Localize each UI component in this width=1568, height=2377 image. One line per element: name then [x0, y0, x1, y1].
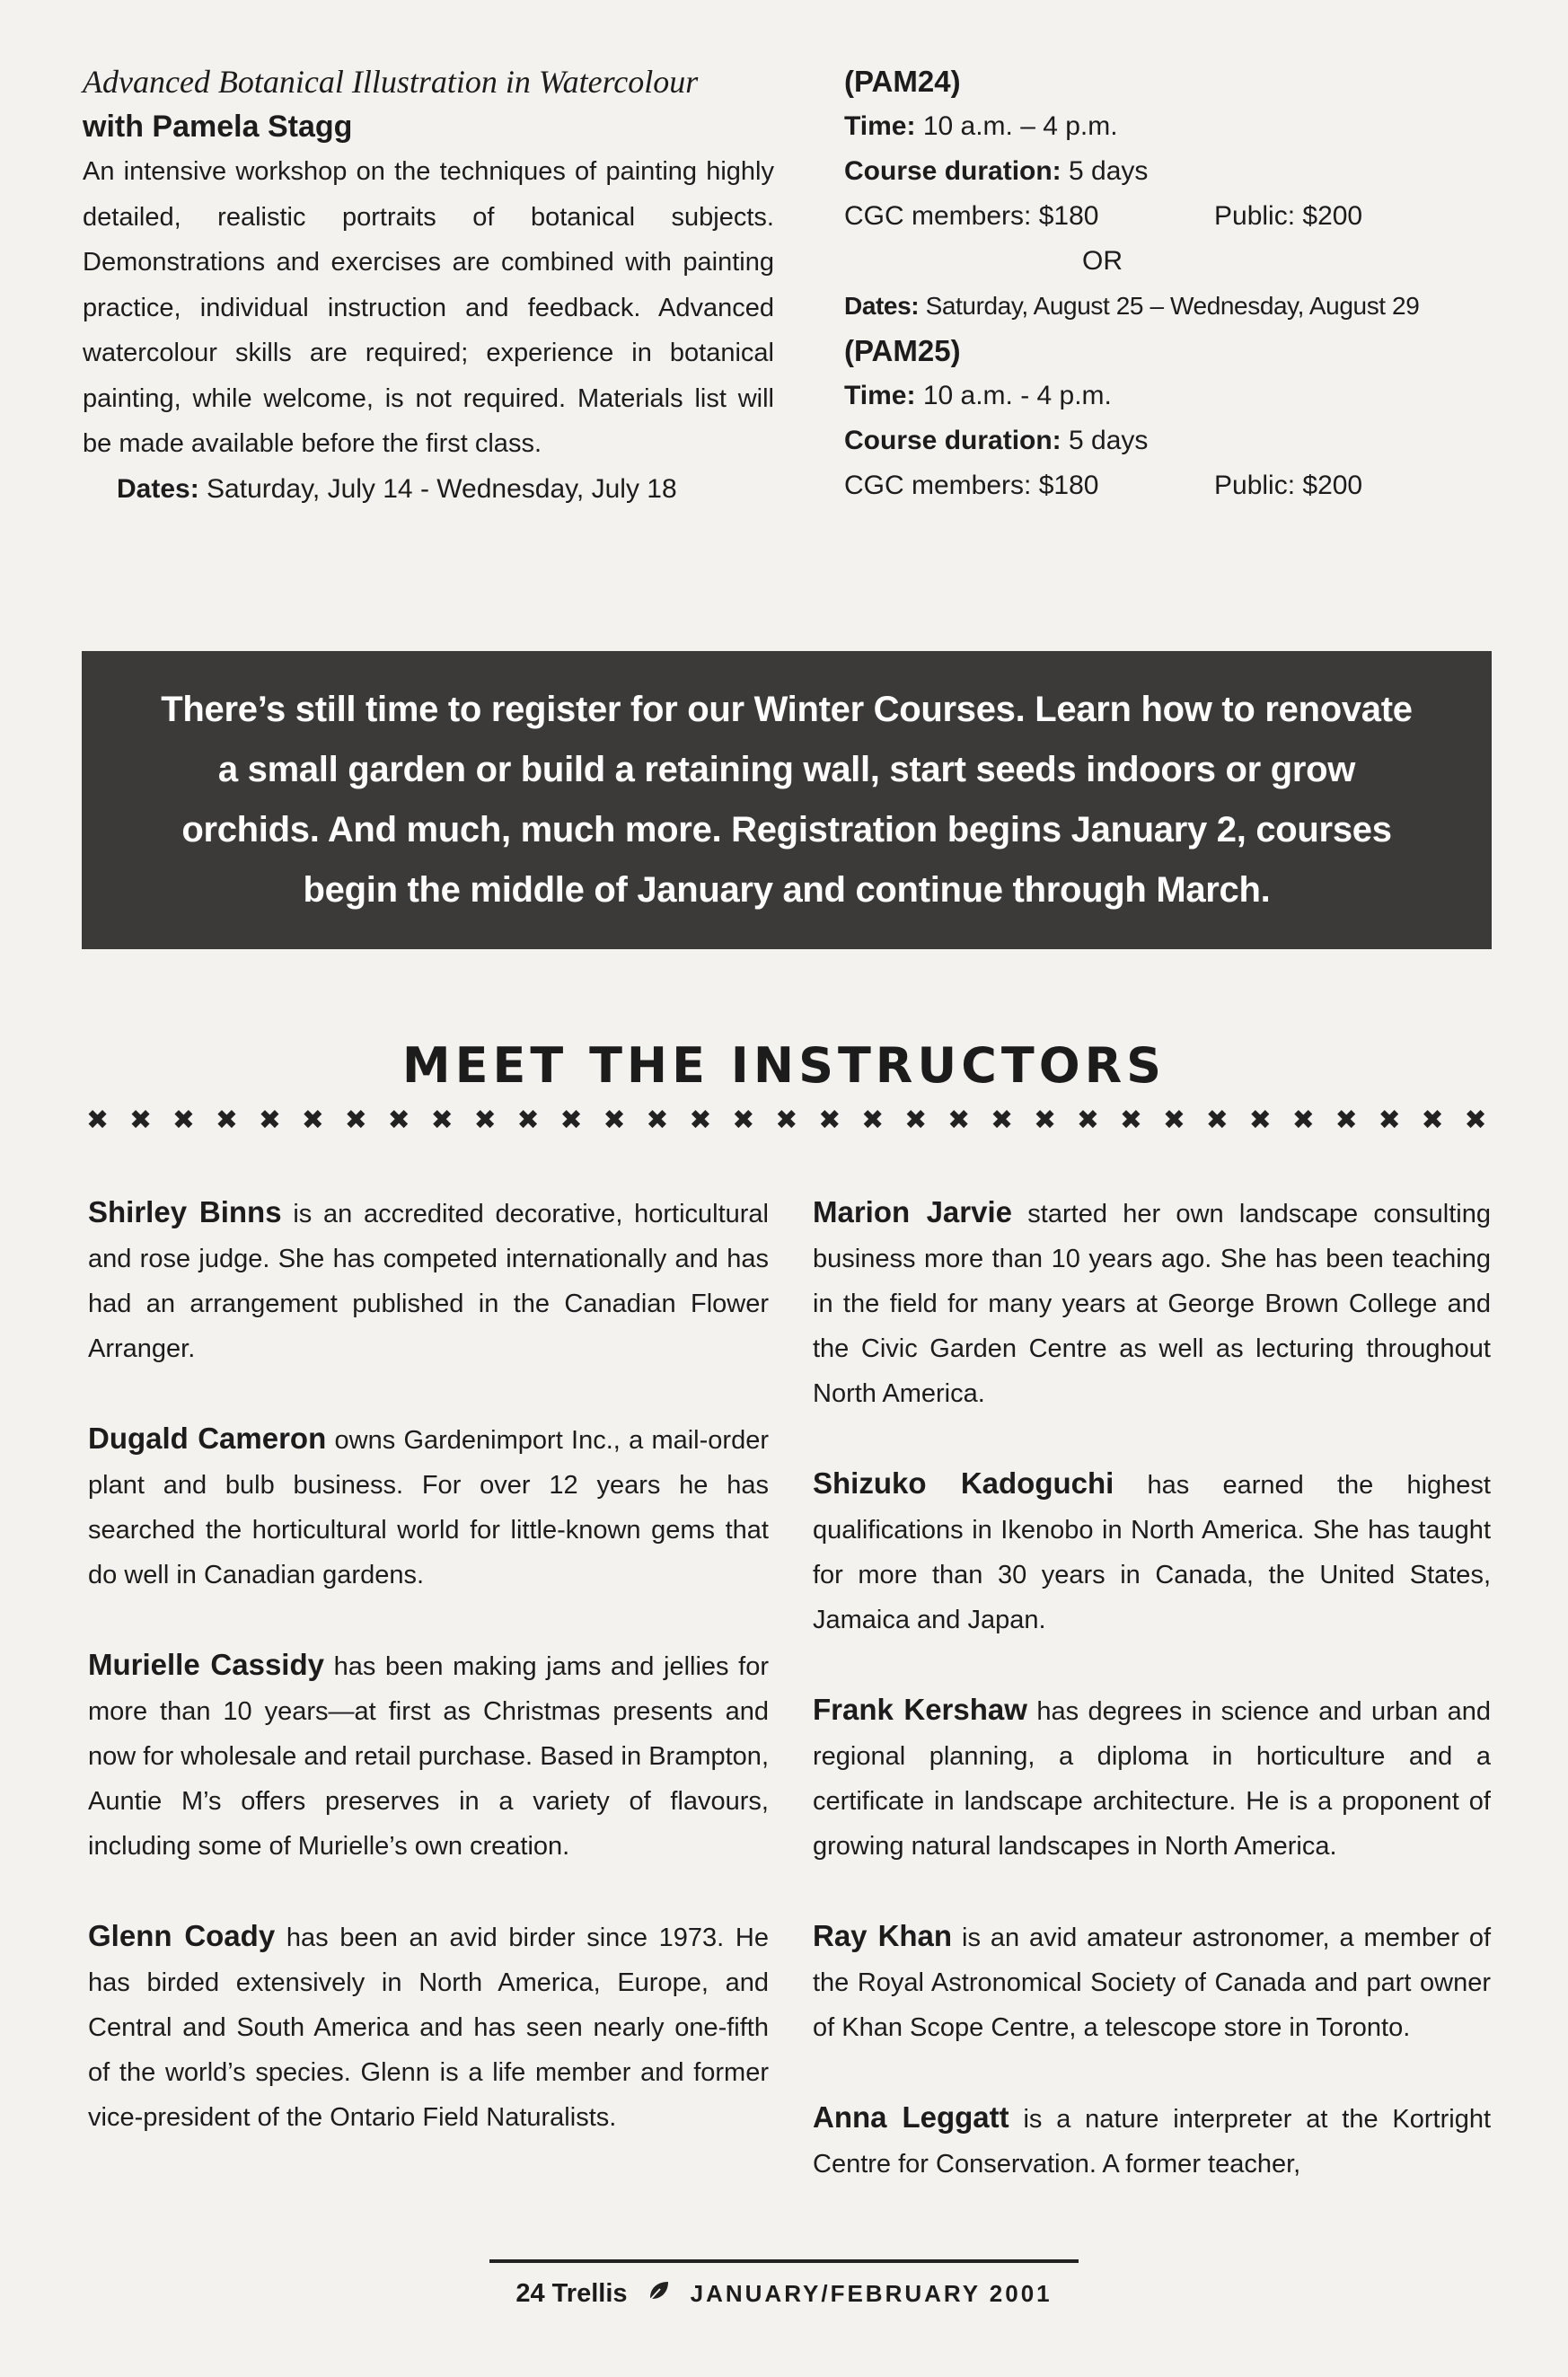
instructor-name: Shirley Binns [88, 1195, 282, 1228]
footer-rule [489, 2259, 1079, 2263]
ornament-star-icon: ✖ [1119, 1105, 1143, 1136]
course-instructor: with Pamela Stagg [83, 110, 353, 144]
ornament-star-icon: ✖ [646, 1105, 669, 1136]
instructor-name: Dugald Cameron [88, 1422, 327, 1455]
member-price: CGC members: $180 [844, 471, 1099, 500]
ornament-star-icon: ✖ [818, 1105, 841, 1136]
ornament-star-icon: ✖ [516, 1105, 540, 1136]
member-price: CGC members: $180 [844, 201, 1099, 231]
session-code-pam25: (PAM25) [844, 334, 961, 367]
ornament-star-icon: ✖ [1378, 1105, 1401, 1136]
instructor-bio-text: is an avid amateur astronomer, a member of the Royal Astronomical Society of Canada and part owner of Khan Scope Centre, a telescope store in Toronto. [813, 1924, 1491, 2042]
instructor-bio [88, 1416, 769, 1598]
or-separator: OR [1082, 246, 1123, 276]
instructor-bio [88, 1642, 769, 1869]
instructor-bio [88, 1190, 769, 1371]
winter-courses-banner [82, 651, 1492, 949]
ornament-star-icon: ✖ [1076, 1105, 1100, 1136]
page-footer [0, 2274, 1568, 2313]
duration-label: Course duration: [844, 156, 1061, 186]
leaf-icon [647, 2274, 671, 2313]
ornament-star-icon: ✖ [904, 1105, 928, 1136]
session2-time [844, 374, 1491, 418]
ornament-star-icon: ✖ [128, 1105, 153, 1136]
dates-value: Saturday, July 14 - Wednesday, July 18 [207, 473, 677, 504]
duration-value: 5 days [1069, 426, 1149, 455]
page-number: 24 [515, 2279, 545, 2308]
duration-label: Course duration: [844, 426, 1061, 455]
ornament-star-icon: ✖ [1205, 1105, 1229, 1136]
ornament-divider [86, 1105, 1487, 1137]
instructors-right-column [813, 1190, 1491, 2232]
ornament-star-icon: ✖ [603, 1105, 626, 1136]
instructor-bio [813, 1914, 1491, 2050]
ornament-star-icon: ✖ [861, 1105, 885, 1136]
session2-duration [844, 418, 1491, 463]
ornament-star-icon: ✖ [689, 1105, 712, 1136]
instructor-bio-text: has been making jams and jellies for more than 10 years—at first as Christmas presents and now for wholesale and retail purchase. Based in Brampton, Auntie M’s offers preserves in a variety of flavours, including some of Murielle’s own creation. [88, 1652, 769, 1861]
session-code-pam24: (PAM24) [844, 65, 961, 98]
ornament-star-icon: ✖ [344, 1105, 367, 1136]
dates-value: Saturday, August 25 – Wednesday, August 29 [925, 292, 1420, 320]
public-price: Public: $200 [1214, 471, 1363, 500]
ornament-star-icon: ✖ [258, 1105, 281, 1136]
ornament-star-icon: ✖ [1162, 1105, 1185, 1136]
session2-dates [844, 284, 1491, 329]
dates-label: Dates: [117, 473, 199, 504]
instructor-name: Murielle Cassidy [88, 1648, 324, 1681]
instructor-name: Shizuko Kadoguchi [813, 1466, 1114, 1500]
instructor-name: Marion Jarvie [813, 1195, 1012, 1228]
dates-label: Dates: [844, 292, 920, 320]
course-description-column [83, 59, 774, 512]
instructor-bio-text: has degrees in science and urban and regional planning, a diploma in horticulture and a certificate in landscape architecture. He is a proponent of growing natural landscapes in North America. [813, 1697, 1491, 1861]
ornament-star-icon: ✖ [86, 1105, 110, 1136]
instructor-bio [813, 1461, 1491, 1642]
ornament-star-icon: ✖ [1291, 1105, 1315, 1136]
ornament-star-icon: ✖ [732, 1105, 755, 1136]
instructor-bio [813, 2095, 1491, 2187]
ornament-star-icon: ✖ [473, 1105, 497, 1136]
instructor-bio [88, 1914, 769, 2140]
banner-text: There’s still time to register for our Winter Courses. Learn how to renovate a small garden or build a retaining wall, start seeds indoors or grow orchids. And much, much more. Registration begins January 2, courses begin the middle of January and continue through March. [161, 690, 1413, 910]
instructor-bio-text: has been an avid birder since 1973. He has birded extensively in North America, Europe, and Central and South America and has seen nearly one-fifth of the world’s species. Glenn is a life member and former vice-president of the Ontario Field Naturalists. [88, 1924, 769, 2132]
instructor-bio-text: owns Gardenimport Inc., a mail-order plant and bulb business. For over 12 years he has searched the horticultural world for little-known gems that do well in Canadian gardens. [88, 1426, 769, 1589]
session1-duration [844, 149, 1491, 194]
instructor-bio [813, 1190, 1491, 1416]
time-value: 10 a.m. – 4 p.m. [922, 111, 1118, 141]
ornament-star-icon: ✖ [947, 1105, 971, 1136]
course-sessions-column [844, 59, 1491, 508]
magazine-name: Trellis [551, 2279, 628, 2308]
duration-value: 5 days [1069, 156, 1149, 186]
ornament-star-icon: ✖ [1421, 1105, 1444, 1136]
ornament-star-icon: ✖ [559, 1105, 583, 1136]
time-label: Time: [844, 381, 916, 410]
ornament-star-icon: ✖ [1335, 1105, 1358, 1136]
instructor-bio-text: has earned the highest qualifications in Ikenobo in North America. She has taught for more than 30 years in Canada, the United States, Jamaica and Japan. [813, 1471, 1491, 1634]
ornament-star-icon: ✖ [1248, 1105, 1272, 1136]
ornament-star-icon: ✖ [172, 1105, 196, 1136]
instructor-bio-text: is a nature interpreter at the Kortright Centre for Conservation. A former teacher, [813, 2105, 1492, 2179]
time-label: Time: [844, 111, 916, 141]
session2-prices [844, 463, 1491, 508]
course-description: An intensive workshop on the techniques of painting highly detailed, realistic portraits of botanical subjects. Demonstrations and exercises are combined with painting practice, individual instruction and feedback. Advanced watercolour skills are required; experience in botanical painting, while welcome, is not required. Materials list will be made available before the first class. [83, 157, 774, 458]
instructor-name: Ray Khan [813, 1919, 953, 1952]
instructor-name: Frank Kershaw [813, 1693, 1027, 1726]
instructor-bio [813, 1687, 1491, 1869]
instructor-bio-text: is an accredited decorative, horticultural and rose judge. She has competed internationally and has had an arrangement published in the Canadian Flower Arranger. [88, 1200, 770, 1363]
course-dates [83, 467, 774, 512]
issue-date: JANUARY/FEBRUARY 2001 [690, 2280, 1053, 2307]
ornament-star-icon: ✖ [215, 1105, 238, 1136]
instructor-name: Glenn Coady [88, 1919, 276, 1952]
ornament-star-icon: ✖ [301, 1105, 324, 1136]
instructor-bio-text: started her own landscape consulting business more than 10 years ago. She has been teaching in the field for many years at George Brown College and the Civic Garden Centre as well as lecturing throughout North America. [813, 1200, 1492, 1408]
session1-time [844, 104, 1491, 149]
instructors-left-column [88, 1190, 769, 2185]
ornament-star-icon: ✖ [1033, 1105, 1057, 1136]
time-value: 10 a.m. - 4 p.m. [922, 381, 1112, 410]
ornament-star-icon: ✖ [775, 1105, 798, 1136]
ornament-star-icon: ✖ [387, 1105, 410, 1136]
ornament-star-icon: ✖ [991, 1105, 1014, 1136]
instructor-name: Anna Leggatt [813, 2100, 1009, 2134]
course-title: Advanced Botanical Illustration in Watercolour [83, 64, 699, 100]
public-price: Public: $200 [1214, 201, 1363, 231]
ornament-star-icon: ✖ [1464, 1105, 1487, 1136]
ornament-star-icon: ✖ [430, 1105, 454, 1136]
section-heading: MEET THE INSTRUCTORS [401, 1037, 1167, 1094]
session1-prices [844, 194, 1491, 239]
